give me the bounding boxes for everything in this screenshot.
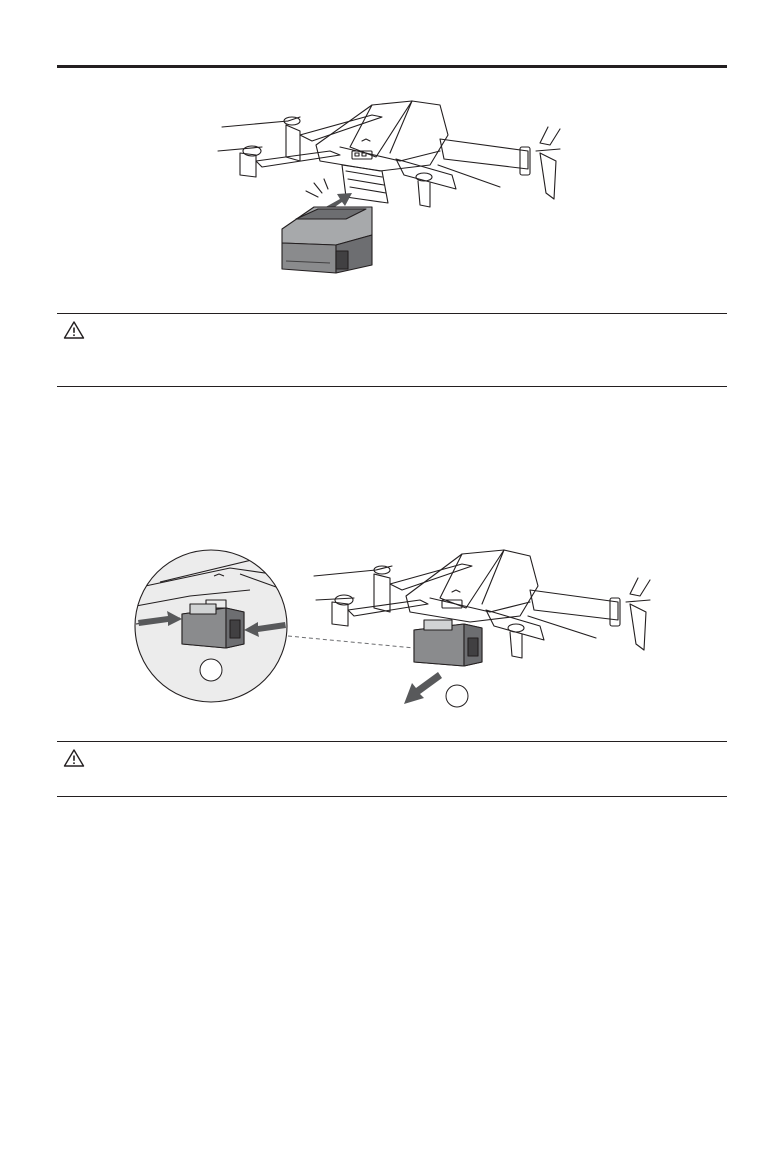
battery	[282, 207, 372, 273]
step-2-marker	[446, 685, 468, 707]
notice-top-rule	[57, 741, 727, 742]
battery-zoomed	[182, 604, 244, 648]
arm-right-rear	[440, 139, 528, 169]
propeller-blade	[540, 127, 560, 145]
insert-battery-illustration	[0, 95, 783, 280]
notice-bottom-rule	[57, 796, 727, 797]
remove-battery-illustration	[0, 548, 783, 713]
drone-body	[316, 101, 448, 171]
arm-left-rear	[240, 153, 256, 177]
notice-top-rule	[57, 313, 727, 314]
step-1-marker	[200, 659, 222, 681]
warning-triangle-icon	[63, 748, 85, 768]
notice-bottom-rule	[57, 386, 727, 387]
pull-arrow	[404, 672, 442, 704]
warning-triangle-icon	[63, 320, 85, 340]
header-rule	[57, 65, 727, 68]
propeller-blade	[218, 147, 262, 151]
battery-removed	[414, 620, 482, 666]
leader-line	[288, 636, 414, 648]
